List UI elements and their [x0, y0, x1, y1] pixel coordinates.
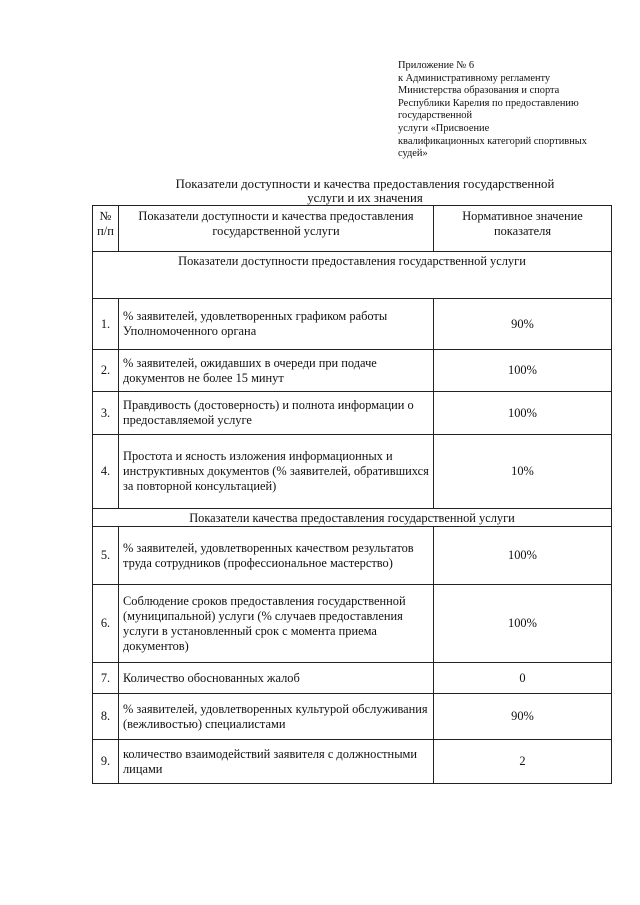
row-num: 6.: [93, 585, 119, 663]
section-row-quality: [93, 509, 612, 527]
title-line-1: Показатели доступности и качества предоставления государственной: [175, 177, 555, 191]
table-row: [93, 527, 612, 585]
table-row: [93, 435, 612, 509]
row-num: 3.: [93, 392, 119, 435]
table-header-row: [93, 206, 612, 252]
table-row: [93, 392, 612, 435]
row-num: 1.: [93, 299, 119, 350]
appendix-line: квалификационных категорий спортивных: [398, 135, 587, 147]
table-row: [93, 350, 612, 392]
section-quality-title: Показатели качества предоставления государственной услуги: [93, 509, 612, 527]
table-row: [93, 663, 612, 694]
appendix-line: к Административному регламенту: [398, 72, 551, 84]
table-row: [93, 585, 612, 663]
row-num: 9.: [93, 740, 119, 784]
document-title: [130, 178, 600, 205]
row-value: 100%: [434, 585, 612, 663]
row-value: 100%: [434, 350, 612, 392]
row-value: 90%: [434, 299, 612, 350]
row-num: 7.: [93, 663, 119, 694]
row-indicator: % заявителей, удовлетворенных качеством результатов труда сотрудников (профессиональное мастерство): [119, 527, 434, 585]
appendix-line: судей»: [398, 148, 428, 160]
appendix-line: Приложение № 6: [398, 60, 475, 71]
title-line-2: услуги и их значения: [307, 190, 423, 205]
row-num: 5.: [93, 527, 119, 585]
header-indicator: Показатели доступности и качества предоставления государственной услуги: [119, 206, 434, 252]
row-num: 8.: [93, 694, 119, 740]
row-num: 2.: [93, 350, 119, 392]
row-indicator: % заявителей, ожидавших в очереди при подаче документов не более 15 минут: [119, 350, 434, 392]
indicators-table: [92, 205, 612, 784]
header-num: № п/п: [93, 206, 119, 252]
appendix-line: Министерства образования и спорта: [398, 85, 560, 97]
row-indicator: Правдивость (достоверность) и полнота информации о предоставляемой услуге: [119, 392, 434, 435]
section-access-title: Показатели доступности предоставления государственной услуги: [93, 252, 612, 299]
row-value: 2: [434, 740, 612, 784]
row-value: 100%: [434, 527, 612, 585]
appendix-line: Республики Карелия по предоставлению: [398, 97, 579, 109]
row-value: 0: [434, 663, 612, 694]
row-indicator: % заявителей, удовлетворенных культурой обслуживания (вежливостью) специалистами: [119, 694, 434, 740]
row-value: 100%: [434, 392, 612, 435]
table-row: [93, 694, 612, 740]
row-num: 4.: [93, 435, 119, 509]
row-indicator: Количество обоснованных жалоб: [119, 663, 434, 694]
row-indicator: Соблюдение сроков предоставления государственной (муниципальной) услуги (% случаев предоставления услуги в установленный срок с момента приема документов): [119, 585, 434, 663]
table-row: [93, 740, 612, 784]
row-value: 90%: [434, 694, 612, 740]
appendix-line: государственной: [398, 110, 473, 122]
row-indicator: количество взаимодействий заявителя с должностными лицами: [119, 740, 434, 784]
header-value: Нормативное значение показателя: [434, 206, 612, 252]
row-value: 10%: [434, 435, 612, 509]
table-row: [93, 299, 612, 350]
appendix-block: [398, 60, 628, 161]
section-row-access: [93, 252, 612, 299]
row-indicator: % заявителей, удовлетворенных графиком работы Уполномоченного органа: [119, 299, 434, 350]
row-indicator: Простота и ясность изложения информационных и инструктивных документов (% заявителей, обратившихся за повторной консультацией): [119, 435, 434, 509]
appendix-line: услуги «Присвоение: [398, 122, 490, 134]
